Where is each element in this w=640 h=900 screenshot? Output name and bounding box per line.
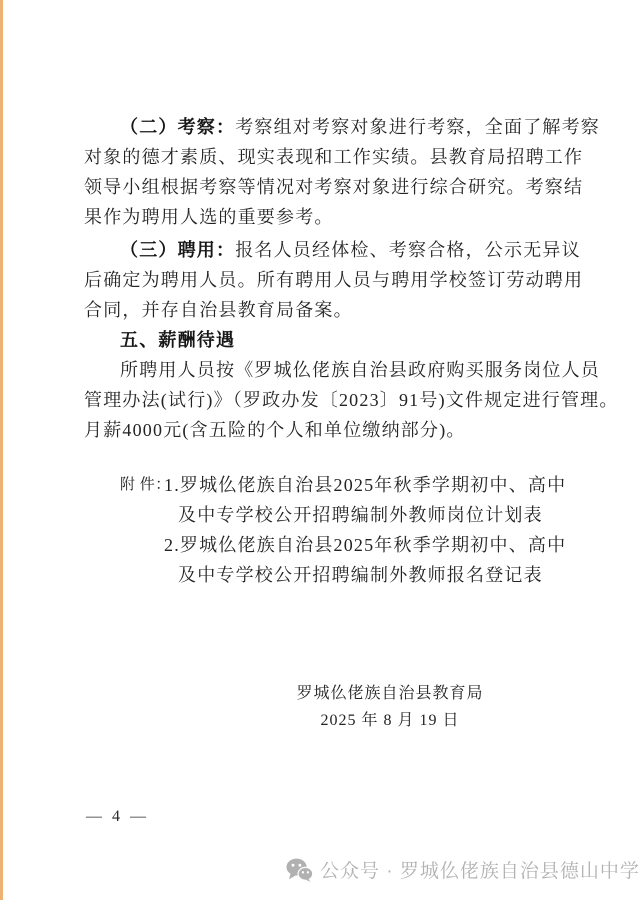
page-number: — 4 — [86,808,149,825]
attachments-block [84,470,574,590]
wechat-icon [286,858,313,882]
watermark [286,856,640,883]
watermark-text: 公众号 · 罗城仫佬族自治县德山中学 [320,861,640,882]
attachment-line: 及中专学校公开招聘编制外教师报名登记表 [178,565,543,585]
paragraph-employment [84,235,584,325]
text-line: 所聘用人员按《罗城仫佬族自治县政府购买服务岗位人员 [120,360,600,380]
attachment-line [84,470,574,500]
text-line [84,235,581,265]
text-line: 后确定为聘用人员。所有聘用人员与聘用学校签订劳动聘用 [84,270,584,290]
paragraph-text: 考察组对考察对象进行考察，全面了解考察 [235,117,601,137]
text-line [84,112,601,142]
signature-block [250,680,530,734]
attachment-line: 2.罗城仫佬族自治县2025年秋季学期初中、高中 [164,535,567,555]
signature-date: 2025 年 8 月 19 日 [320,712,460,729]
text-line: 月薪4000元(含五险的个人和单位缴纳部分)。 [84,420,466,440]
paragraph-salary [84,355,619,445]
paragraph-inspection [84,112,601,232]
text-line: 领导小组根据考察等情况对考察对象进行综合研究。考察结 [84,177,584,197]
signature-org: 罗城仫佬族自治县教育局 [296,685,484,702]
text-line: 对象的德才素质、现实表现和工作实绩。县教育局招聘工作 [84,147,584,167]
paragraph-text: 报名人员经体检、考察合格，公示无异议 [235,240,581,260]
paragraph-label: （二）考察： [120,117,236,137]
attachment-line: 及中专学校公开招聘编制外教师岗位计划表 [178,505,543,525]
text-line: 果作为聘用人选的重要参考。 [84,207,334,227]
attachment-item-text: 1.罗城仫佬族自治县2025年秋季学期初中、高中 [164,475,567,495]
text-line: 管理办法(试行)》（罗政办发〔2023〕91号)文件规定进行管理。 [84,390,619,410]
section-heading-salary: 五、薪酬待遇 [120,330,236,350]
paragraph-label: （三）聘用： [120,240,236,260]
text-line: 合同，并存自治县教育局备案。 [84,300,353,320]
attachments-label: 附 件： [120,477,171,493]
document-body [84,112,619,590]
scan-edge-strip [0,0,3,900]
